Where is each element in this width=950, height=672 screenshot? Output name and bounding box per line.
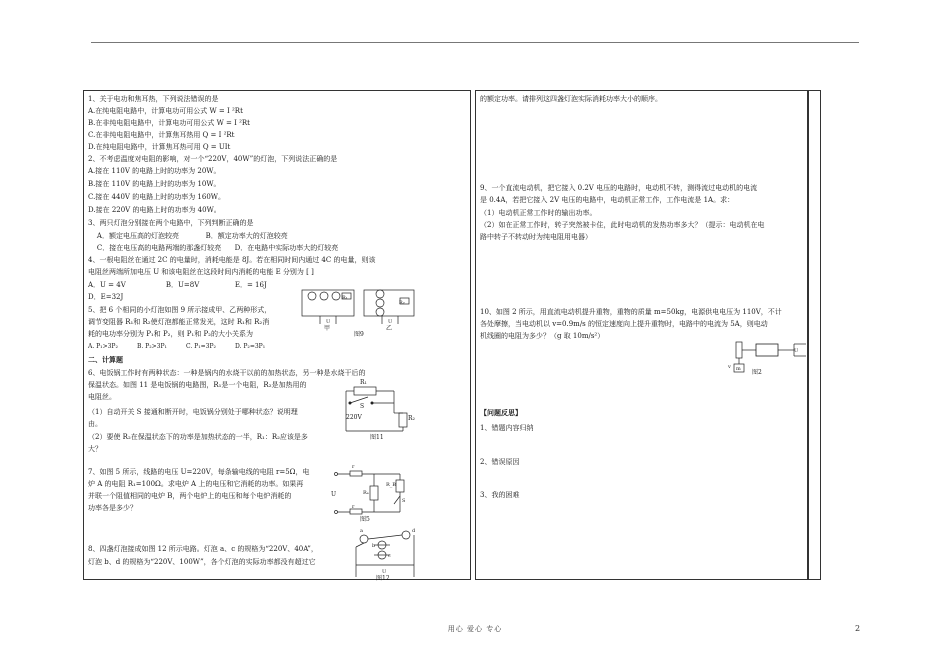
figure-5-circuit bbox=[330, 466, 410, 526]
figure-11-circuit bbox=[340, 381, 420, 443]
q1-option-d: D.在纯电阻电路中，计算焦耳热可用 Q = UIt bbox=[88, 143, 231, 151]
reflection-item-2: 2、错误原因 bbox=[480, 458, 520, 466]
q1-option-b: B.在非纯电阻电路中，计算电功可用公式 W = I ²Rt bbox=[88, 119, 250, 127]
q9-sub2: （2）如在正常工作时，转子突然被卡住，此时电动机的发热功率多大？（提示：电动机在电 bbox=[480, 221, 765, 229]
q8-cont: 的额定功率。请排列这四盏灯泡实际消耗功率大小的顺序。 bbox=[480, 95, 662, 103]
fig9-label-yi: 乙 bbox=[386, 325, 393, 332]
q7-stem-4: 功率各是多少？ bbox=[88, 504, 137, 512]
fig2-m: m bbox=[736, 366, 741, 372]
fig2-v: v bbox=[728, 364, 731, 370]
fig9-label-jia: 甲 bbox=[324, 325, 331, 332]
q3-options-cd: C．接在电压高的电路两端的那盏灯较亮 D．在电路中实际功率大的灯较亮 bbox=[88, 244, 339, 252]
fig11-switch: S bbox=[360, 403, 365, 410]
fig12-a: a bbox=[360, 528, 363, 534]
fig9-u-right: U bbox=[388, 319, 393, 325]
q6-sub1-cont: 由。 bbox=[88, 420, 102, 428]
fig12-d: d bbox=[412, 528, 416, 534]
q4-options-abc: A．U = 4V B．U=8V E．= 16J bbox=[88, 281, 267, 289]
q9-stem-2: 是 0.4A，若把它接入 2V 电压的电路中，电动机正常工作，工作电流是 1A。求： bbox=[480, 196, 735, 204]
q10-stem-2: 各处摩擦，当电动机以 v=0.9m/s 的恒定速度向上提升重物时，电路中的电流为 5A，则电动 bbox=[480, 320, 768, 328]
q7-stem-3: 并联一个阻值相同的电炉 B，两个电炉上的电压和每个电炉消耗的 bbox=[88, 492, 292, 500]
q2-option-c: C.接在 440V 的电路上时的功率为 160W。 bbox=[88, 193, 225, 201]
q9-stem: 9、一个直流电动机，把它接入 0.2V 电压的电路时，电动机不转，测得流过电动机的电流 bbox=[480, 184, 758, 192]
q4-option-d: D．E=32J bbox=[88, 293, 124, 301]
section-calc-heading: 二、计算题 bbox=[88, 355, 123, 364]
q5-stem-2: 调节变阻器 R₁和 R₂使灯泡都能正常发光，这时 R₁和 R₂消 bbox=[88, 318, 270, 326]
q8-stem: 8、四盏灯泡接成如图 12 所示电路。灯泡 a、c 的规格为“220V、40A”， bbox=[88, 545, 318, 553]
q4-stem: 4、一根电阻丝在通过 2C 的电量时，消耗电能是 8J。若在相同时间内通过 4C 的电量，则该 bbox=[88, 256, 376, 264]
fig5-rb: R_B bbox=[386, 482, 396, 488]
q5-stem: 5、把 6 个相同的小灯泡如图 9 所示接成甲、乙两种形式， bbox=[88, 306, 272, 314]
q6-sub2-cont: 大？ bbox=[88, 445, 102, 453]
figure-2-motor bbox=[728, 336, 808, 378]
fig9-caption: 图9 bbox=[354, 331, 364, 338]
q1-option-c: C.在非纯电阻电路中，计算焦耳热用 Q = I ²Rt bbox=[88, 131, 235, 139]
figure-9-circuit bbox=[300, 286, 420, 338]
q8-stem-2: 灯泡 b、d 的规格为“220V、100W”，各个灯泡的实际功率都没有超过它 bbox=[88, 558, 316, 566]
page-number: 2 bbox=[855, 624, 861, 633]
q4-stem-cont: 电阻丝两端所加电压 U 和该电阻丝在这段时间内消耗的电能 E 分别为 [ ] bbox=[88, 268, 314, 276]
q6-stem: 6、电饭锅工作时有两种状态：一种是锅内的水烧干以前的加热状态，另一种是水烧干后的 bbox=[88, 369, 366, 377]
q7-stem-2: 炉 A 的电阻 R₁=100Ω。求电炉 A 上的电压和它消耗的功率。如果再 bbox=[88, 480, 304, 488]
q1-stem: 1、关于电功和焦耳热，下列说法错误的是 bbox=[88, 95, 219, 103]
fig12-u: U bbox=[382, 569, 387, 575]
q2-option-b: B.接在 110V 的电路上时的功率为 10W。 bbox=[88, 180, 221, 188]
q2-option-d: D.接在 220V 的电路上时的功率为 40W。 bbox=[88, 206, 221, 214]
margin-strip bbox=[808, 90, 821, 580]
reflection-item-3: 3、我的困难 bbox=[480, 491, 520, 499]
fig5-r-bottom: r bbox=[352, 504, 355, 510]
q9-sub1: （1）电动机正常工作时的输出功率。 bbox=[480, 209, 597, 217]
q9-sub2-cont: 路中转子不转动时为纯电阻用电器） bbox=[480, 233, 592, 241]
q1-option-a: A.在纯电阻电路中，计算电功可用公式 W = I ²Rt bbox=[88, 107, 243, 115]
q6-sub2: （2）要使 R₂在保温状态下的功率是加热状态的一半，R₁：R₂应该是多 bbox=[88, 433, 308, 441]
fig11-voltage: 220V bbox=[346, 414, 362, 421]
fig5-s: S bbox=[402, 498, 406, 504]
q5-stem-3: 耗的电功率分别为 P₁和 P₂，则 P₁和 P₂的大小关系为 bbox=[88, 330, 253, 338]
reflection-item-1: 1、错题内容归纳 bbox=[480, 424, 534, 432]
figure-12-circuit bbox=[350, 525, 420, 583]
header-rule bbox=[91, 42, 859, 43]
fig5-ra: Rₐ bbox=[363, 490, 369, 496]
fig9-u-left: U bbox=[326, 319, 331, 325]
q6-sub1: （1）自动开关 S 接通和断开时，电饭锅分别处于哪种状态？说明理 bbox=[88, 408, 298, 416]
q6-stem-3: 电阻丝。 bbox=[88, 393, 116, 401]
fig12-caption: 图12 bbox=[376, 575, 390, 582]
q2-option-a: A.接在 110V 的电路上时的功率为 20W。 bbox=[88, 167, 221, 175]
fig11-caption: 图11 bbox=[370, 434, 384, 441]
fig5-u: U bbox=[331, 491, 337, 498]
fig12-b: b bbox=[372, 543, 376, 549]
fig2-caption: 图2 bbox=[752, 369, 762, 376]
q2-stem: 2、不考虑温度对电阻的影响，对一个“220V，40W”的灯泡，下列说法正确的是 bbox=[88, 155, 338, 163]
q7-stem: 7、如图 5 所示，线路的电压 U=220V，每条输电线的电阻 r=5Ω，电 bbox=[88, 468, 310, 476]
fig2-u: U bbox=[794, 348, 799, 354]
q3-options-ab: A．额定电压高的灯泡较亮 B．额定功率大的灯泡较亮 bbox=[88, 232, 288, 240]
q3-stem: 3、两只灯泡分别接在两个电路中，下列判断正确的是 bbox=[88, 219, 254, 227]
fig9-r2: R₂ bbox=[399, 300, 405, 306]
fig5-caption: 图5 bbox=[360, 516, 370, 523]
fig11-r2: R₂ bbox=[408, 415, 415, 422]
q10-stem: 10、如图 2 所示，用直流电动机提升重物，重物的质量 m=50kg，电源供电电压为 110V，不计 bbox=[480, 308, 782, 316]
fig12-c: c bbox=[388, 553, 391, 559]
q10-stem-3: 机线圈的电阻为多少？（g 取 10m/s²） bbox=[480, 332, 605, 340]
footer-motto: 用心 爱心 专心 bbox=[447, 625, 503, 633]
q5-options: A. P₁>3P₂ B. P₂>3P₁ C. P₁=3P₂ D. P₂=3P₁ bbox=[88, 343, 266, 350]
q6-stem-2: 保温状态。如图 11 是电饭锅的电路图，R₁是一个电阻，R₂是加热用的 bbox=[88, 381, 307, 389]
reflection-heading: 【问题反思】 bbox=[480, 408, 522, 417]
fig11-r1: R₁ bbox=[360, 379, 367, 386]
fig9-r1: R₁ bbox=[342, 295, 348, 301]
fig5-r-top: r bbox=[352, 464, 355, 470]
